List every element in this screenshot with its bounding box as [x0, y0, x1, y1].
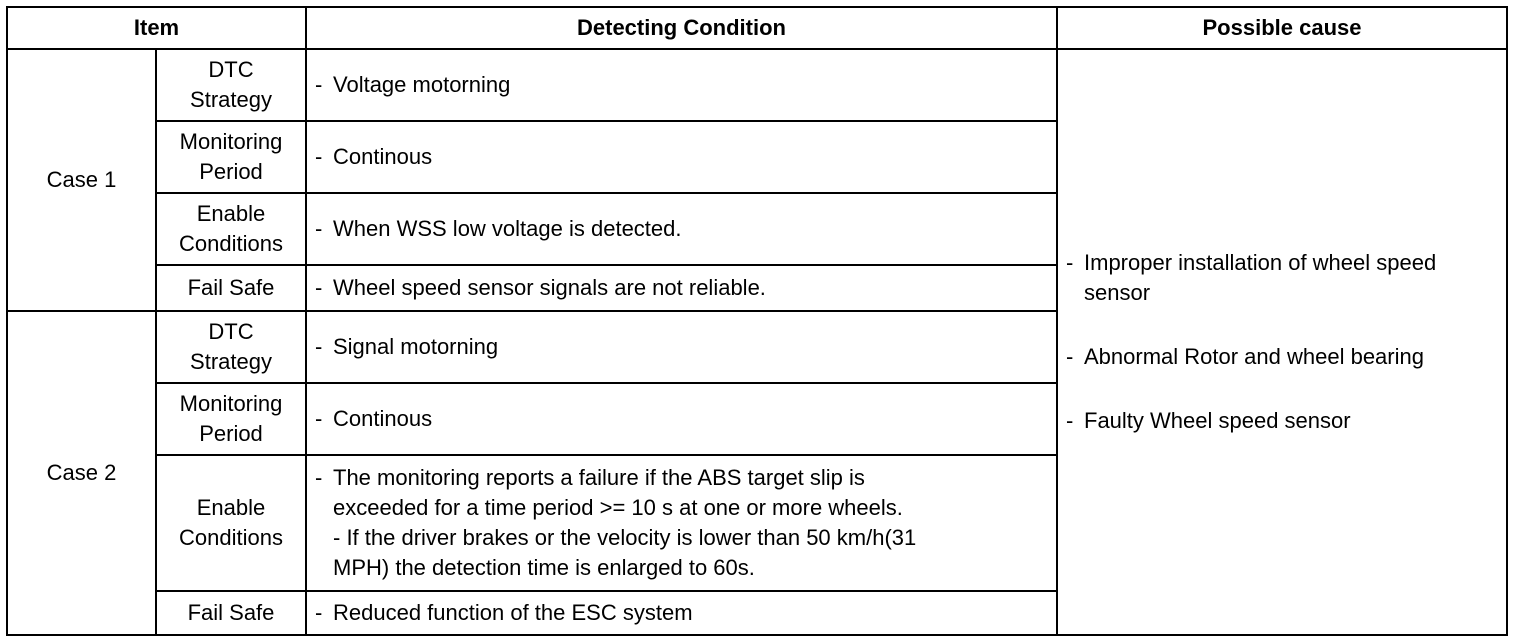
item-cell: [156, 383, 306, 455]
item-line: DTC: [208, 57, 254, 82]
item-line: Enable: [196, 201, 266, 226]
cause-item: [1066, 406, 1506, 436]
bullet-dash: -: [315, 216, 323, 241]
item-line: DTC: [208, 319, 254, 344]
item-line: Period: [199, 421, 263, 446]
cause-item: [1066, 342, 1506, 372]
item-line: Monitoring: [179, 129, 283, 154]
bullet-dash: -: [1066, 250, 1074, 275]
item-line: Conditions: [179, 525, 283, 550]
bullet-dash: -: [315, 144, 323, 169]
item-cell: [156, 591, 306, 635]
condition-text: Voltage motorning: [333, 72, 511, 97]
item-cell: [156, 121, 306, 193]
condition-cell: [306, 49, 1057, 121]
item-line: Conditions: [179, 231, 283, 256]
bullet-dash: -: [1066, 344, 1074, 369]
condition-cell: [306, 265, 1057, 311]
case-label: Case 1: [7, 49, 156, 311]
condition-text: Reduced function of the ESC system: [333, 600, 693, 625]
bullet-dash: -: [1066, 408, 1074, 433]
table-row: [7, 49, 1507, 121]
dtc-table: [6, 6, 1508, 636]
condition-cell: [306, 591, 1057, 635]
header-row: [7, 7, 1507, 49]
bullet-dash: -: [315, 275, 323, 300]
item-line: Period: [199, 159, 263, 184]
item-cell: [156, 455, 306, 591]
bullet-dash: -: [315, 406, 323, 431]
condition-text: Wheel speed sensor signals are not reliable.: [333, 275, 766, 300]
bullet-dash: -: [315, 465, 323, 490]
item-cell: [156, 193, 306, 265]
condition-text: exceeded for a time period >= 10 s at one or more wheels.: [333, 495, 903, 520]
item-line: Monitoring: [179, 391, 283, 416]
cause-text: Faulty Wheel speed sensor: [1084, 408, 1351, 433]
cause-text: Abnormal Rotor and wheel bearing: [1084, 344, 1424, 369]
condition-text: MPH) the detection time is enlarged to 60s.: [333, 555, 755, 580]
item-cell: [156, 311, 306, 383]
cause-item: [1066, 248, 1506, 308]
bullet-dash: -: [315, 334, 323, 359]
condition-cell: [306, 121, 1057, 193]
possible-cause-cell: [1057, 49, 1507, 635]
bullet-dash: -: [315, 72, 323, 97]
bullet-dash: -: [315, 600, 323, 625]
condition-cell: [306, 193, 1057, 265]
item-line: Fail Safe: [187, 275, 275, 300]
header-possible-cause: Possible cause: [1057, 7, 1507, 49]
condition-text: The monitoring reports a failure if the ABS target slip is: [333, 465, 865, 490]
item-line: Enable: [196, 495, 266, 520]
item-cell: [156, 265, 306, 311]
cause-text: Improper installation of wheel speed: [1084, 250, 1437, 275]
condition-cell: [306, 311, 1057, 383]
condition-text: Continous: [333, 144, 433, 169]
item-line: Strategy: [190, 87, 272, 112]
condition-cell: [306, 383, 1057, 455]
header-item: Item: [7, 7, 306, 49]
condition-text: When WSS low voltage is detected.: [333, 216, 682, 241]
condition-text: Continous: [333, 406, 433, 431]
condition-text: Signal motorning: [333, 334, 499, 359]
condition-text: - If the driver brakes or the velocity is lower than 50 km/h(31: [333, 525, 917, 550]
item-cell: [156, 49, 306, 121]
item-line: Fail Safe: [187, 600, 275, 625]
condition-cell: [306, 455, 1057, 591]
header-detecting-condition: Detecting Condition: [306, 7, 1057, 49]
cause-text: sensor: [1084, 280, 1151, 305]
item-line: Strategy: [190, 349, 272, 374]
case-label: Case 2: [7, 311, 156, 635]
